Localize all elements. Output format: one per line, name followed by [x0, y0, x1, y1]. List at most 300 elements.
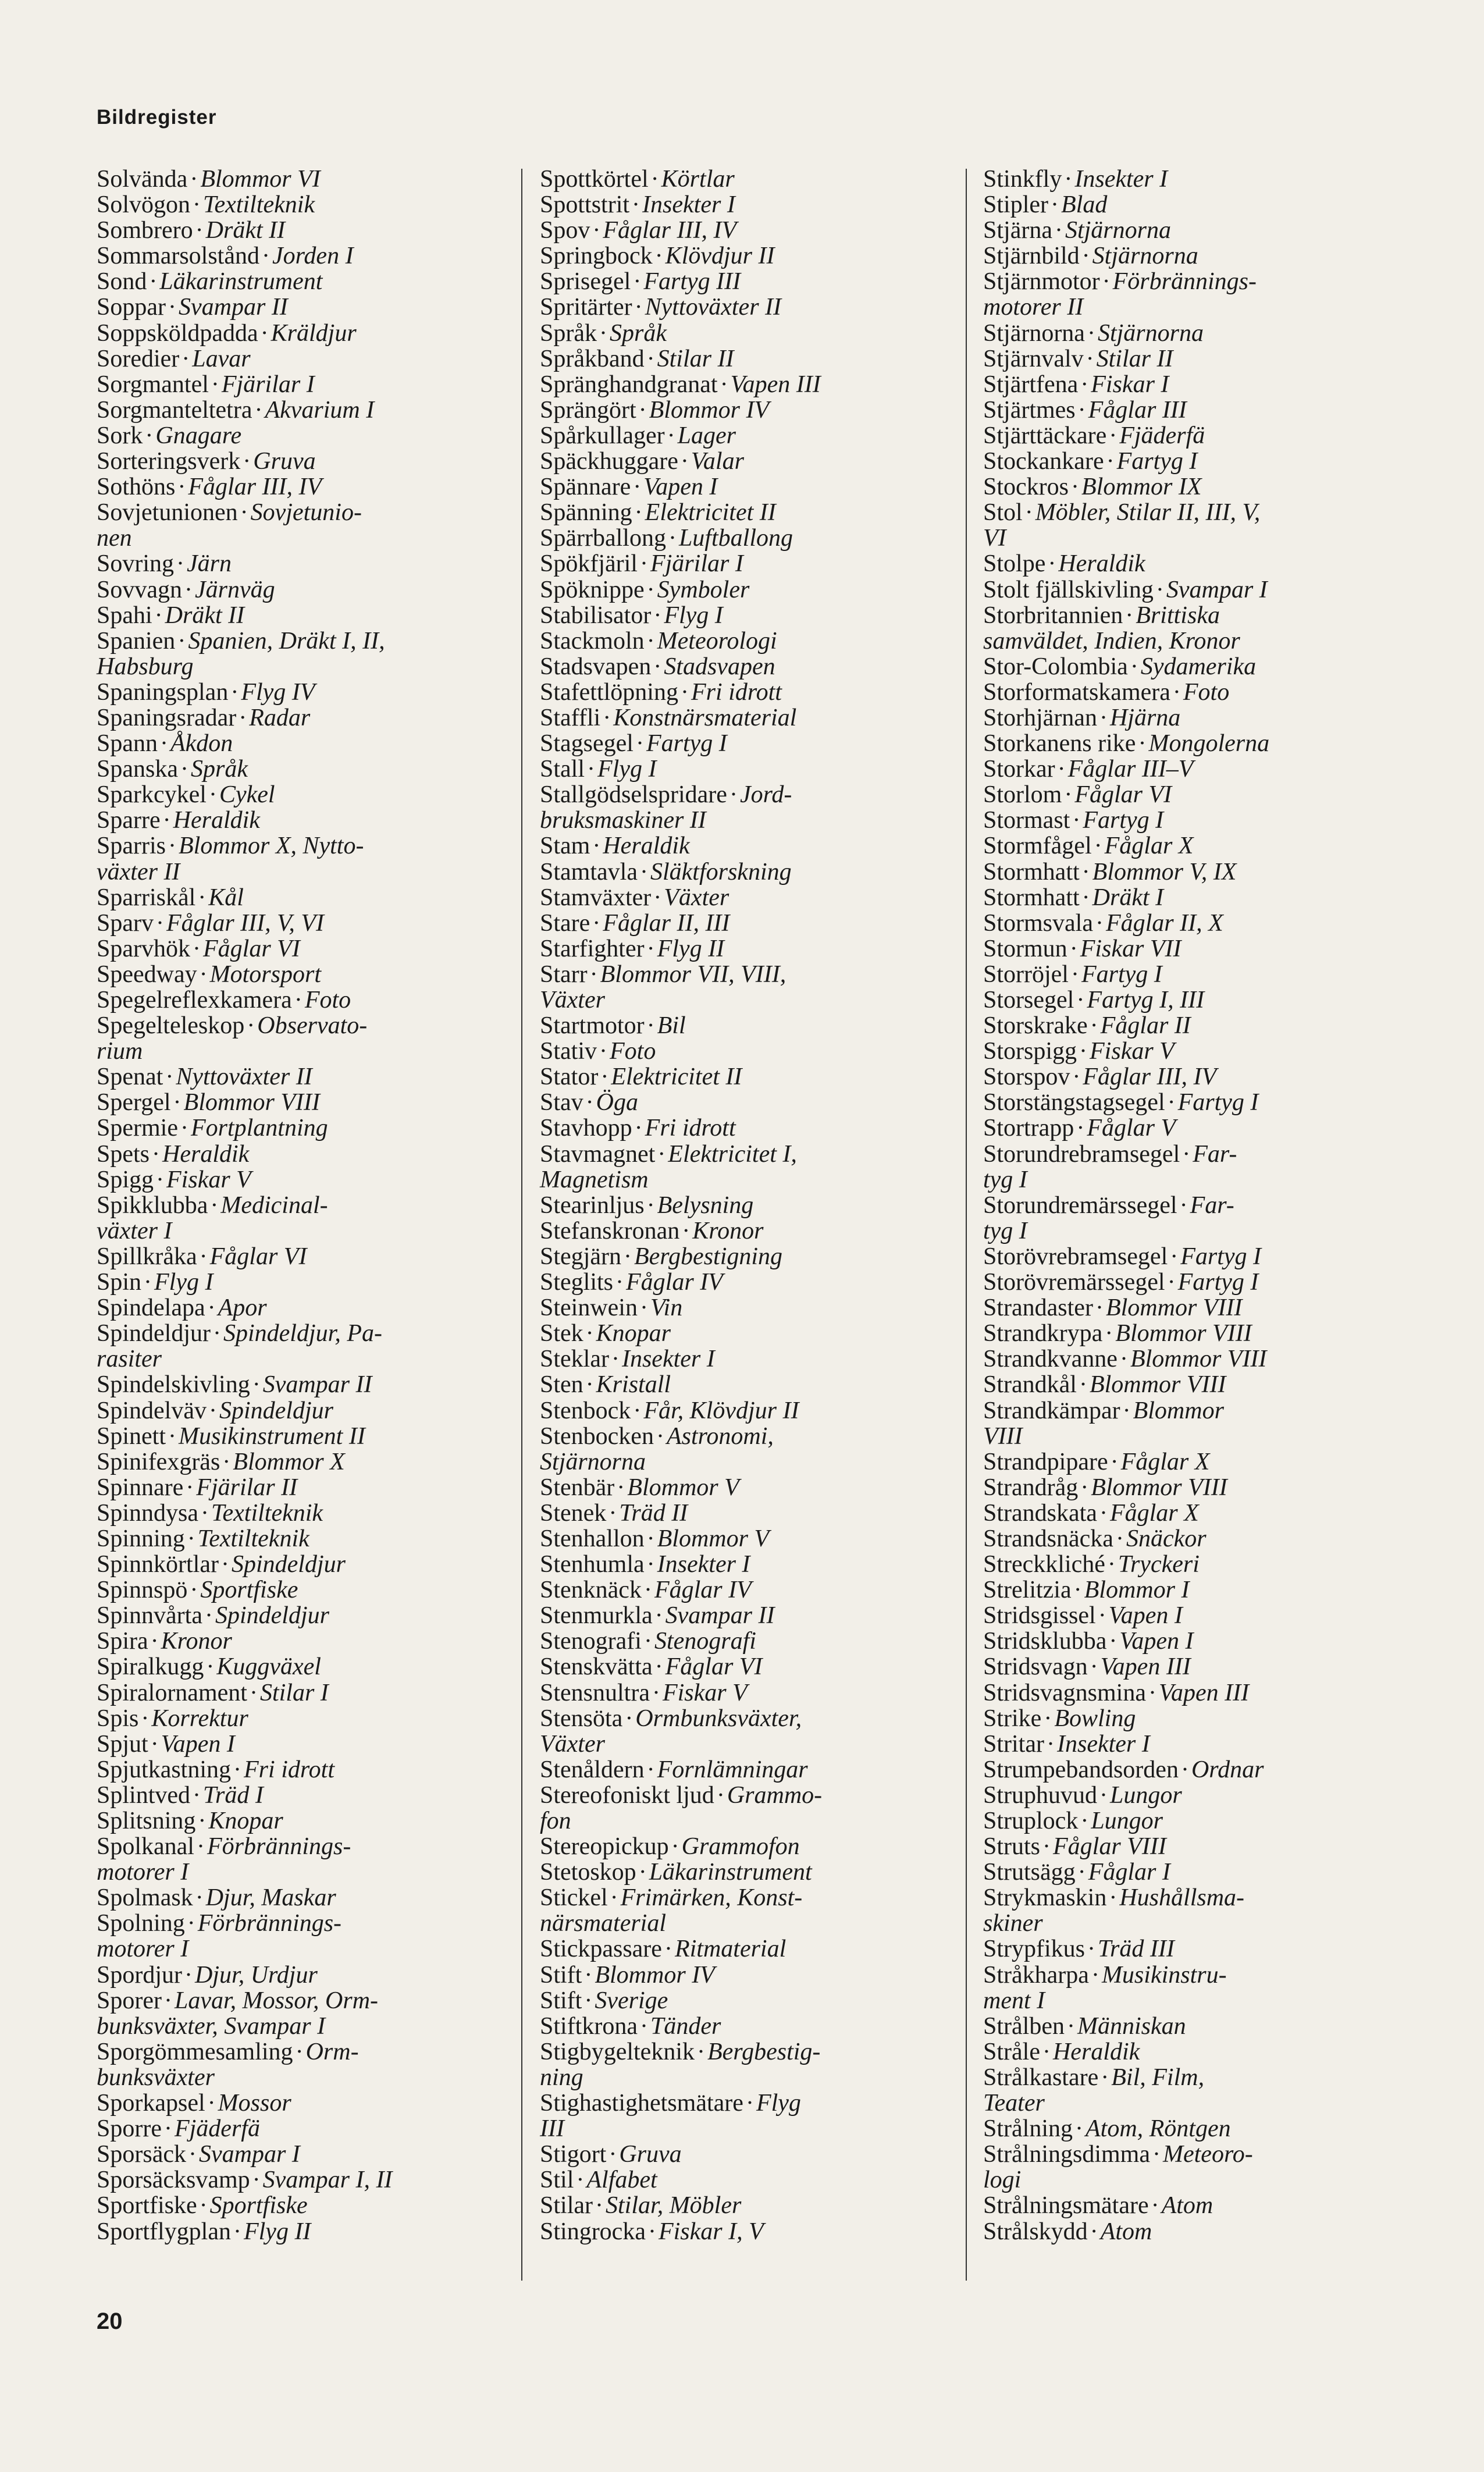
index-entry-continuation [540, 1731, 947, 1757]
entry-category: Vapen III [730, 371, 821, 398]
index-entry [983, 987, 1402, 1013]
entry-category: Får, Klövdjur II [643, 1397, 799, 1424]
entry-category: Apor [218, 1294, 267, 1322]
entry-term: Spanien [97, 627, 176, 655]
separator-dot: · [1024, 499, 1033, 527]
entry-category: Spindeldjur [219, 1397, 333, 1424]
entry-category: Blommor VII, VIII, [600, 961, 787, 988]
entry-term: Spegelteleskop [97, 1012, 245, 1040]
entry-term: Strutsägg [983, 1859, 1076, 1886]
entry-term: Stavmagnet [540, 1140, 656, 1168]
index-entry [983, 1115, 1402, 1141]
separator-dot: · [1110, 1448, 1119, 1475]
separator-dot: · [254, 396, 263, 424]
entry-term: Spindeldjur [97, 1320, 211, 1347]
index-entry-continuation [983, 628, 1402, 654]
entry-category: motorer I [97, 1859, 189, 1886]
entry-category: Blommor VIII [1089, 1371, 1226, 1399]
entry-category: Dräkt I [1092, 884, 1164, 911]
entry-category: Fartyg I [646, 730, 727, 757]
index-entry [983, 1603, 1402, 1628]
entry-category: Fortplantning [190, 1115, 328, 1142]
entry-term: Soredier [97, 345, 180, 372]
separator-dot: · [639, 550, 648, 578]
index-entry [540, 1962, 947, 1988]
separator-dot: · [1046, 1730, 1055, 1758]
entry-term: Stensöta [540, 1705, 623, 1732]
entry-category: Jorden I [272, 243, 354, 270]
entry-term: Stallgödselspridare [540, 781, 727, 809]
separator-dot: · [1115, 1525, 1124, 1552]
entry-term: Stigbygelteknik [540, 2038, 695, 2065]
separator-dot: · [1101, 2064, 1109, 2091]
entry-term: Stigort [540, 2141, 607, 2168]
entry-term: Spinnspö [97, 1577, 188, 1604]
entry-term: Stockros [983, 474, 1069, 501]
entry-category: Flyg [756, 2090, 801, 2117]
separator-dot: · [195, 1884, 204, 1912]
separator-dot: · [1167, 1089, 1176, 1116]
separator-dot: · [1077, 396, 1086, 424]
entry-category: fon [540, 1808, 571, 1834]
entry-category: Fåglar X [1120, 1448, 1210, 1475]
separator-dot: · [1070, 961, 1079, 988]
separator-dot: · [716, 1781, 725, 1809]
index-entry [540, 1013, 947, 1038]
index-entry-continuation [983, 1911, 1402, 1936]
separator-dot: · [1090, 2218, 1098, 2245]
entry-category: Akvarium I [265, 396, 375, 424]
entry-category: Blommor VIII [183, 1089, 320, 1116]
entry-term: Stolt fjällskivling [983, 576, 1154, 603]
entry-term: Sporgömmesamling [97, 2038, 293, 2065]
entry-category: Människan [1077, 2012, 1186, 2040]
entry-category: Radar [249, 704, 311, 731]
entry-category: nen [97, 525, 132, 552]
index-entry [540, 885, 947, 910]
index-entry [540, 243, 947, 269]
separator-dot: · [249, 1679, 258, 1706]
separator-dot: · [295, 2038, 304, 2065]
index-entry [97, 218, 504, 243]
separator-dot: · [584, 1961, 593, 1989]
entry-category: Kräldjur [271, 319, 357, 347]
separator-dot: · [611, 1346, 620, 1373]
separator-dot: · [587, 756, 596, 783]
entry-category: Spindeldjur [215, 1602, 329, 1630]
entry-term: Stare [540, 909, 590, 937]
index-entry [983, 1706, 1402, 1731]
separator-dot: · [623, 1243, 632, 1270]
entry-category: Fornlämningar [657, 1756, 808, 1783]
separator-dot: · [1090, 1012, 1098, 1040]
entry-term: Stek [540, 1320, 583, 1347]
entry-category: Vapen I [643, 474, 718, 501]
entry-term: Steinwein [540, 1294, 638, 1322]
index-entry [97, 1603, 504, 1628]
entry-category: Luftballong [678, 525, 793, 552]
entry-category: rium [97, 1038, 143, 1065]
entry-term: Speedway [97, 961, 197, 988]
entry-term: Stjärtfena [983, 371, 1079, 398]
index-entry [540, 1757, 947, 1783]
entry-term: Sond [97, 268, 147, 296]
entry-category: tyg I [983, 1217, 1027, 1244]
entry-term: Spolkanal [97, 1833, 194, 1861]
entry-term: Stadsvapen [540, 653, 652, 680]
separator-dot: · [247, 1012, 255, 1040]
entry-term: Stativ [540, 1038, 597, 1065]
entry-term: Spjutkastning [97, 1756, 232, 1783]
index-entry [983, 885, 1402, 910]
entry-term: Stabilisator [540, 602, 652, 629]
index-entry-continuation [540, 1167, 947, 1193]
entry-term: Strandkämpar [983, 1397, 1120, 1424]
entry-category: Meteoro- [1163, 2141, 1253, 2168]
separator-dot: · [608, 1499, 617, 1527]
index-entry [97, 1269, 504, 1295]
separator-dot: · [1095, 909, 1104, 937]
entry-term: Sporer [97, 1987, 162, 2014]
entry-category: Stilar II [657, 345, 734, 372]
entry-category: Fartyg I [1177, 1269, 1259, 1296]
index-entry-continuation [97, 1346, 504, 1372]
entry-category: närsmaterial [540, 1910, 667, 1937]
entry-category: Läkarinstrument [649, 1859, 812, 1886]
entry-category: Bergbestigning [634, 1243, 783, 1270]
entry-category: III [540, 2115, 564, 2143]
entry-term: Sork [97, 422, 143, 449]
separator-dot: · [592, 217, 601, 244]
entry-category: Stjärnorna [1092, 243, 1198, 270]
separator-dot: · [599, 319, 607, 347]
index-entry [97, 1424, 504, 1449]
entry-category: Djur, Urdjur [195, 1961, 318, 1989]
entry-category: Fåglar III, IV [1083, 1064, 1217, 1091]
separator-dot: · [625, 1705, 634, 1732]
separator-dot: · [207, 1294, 216, 1322]
index-entry-continuation [983, 2167, 1402, 2193]
entry-category: Kristall [596, 1371, 671, 1399]
index-entry-continuation [983, 1218, 1402, 1244]
entry-category: Fåglar VI [209, 1243, 307, 1270]
entry-category: Magnetism [540, 1166, 649, 1193]
entry-category: Svampar II [665, 1602, 775, 1630]
entry-category: Foto [304, 987, 351, 1013]
index-entry [540, 1193, 947, 1218]
index-entry [97, 500, 504, 525]
index-entry-continuation [983, 1167, 1402, 1193]
index-entry [540, 859, 947, 885]
separator-dot: · [1080, 1474, 1089, 1501]
entry-term: Strålkastare [983, 2064, 1099, 2091]
entry-term: Stegjärn [540, 1243, 621, 1270]
entry-category: Orm- [305, 2038, 359, 2065]
entry-category: Flyg IV [241, 678, 315, 706]
separator-dot: · [1073, 1577, 1082, 1604]
entry-category: Lager [677, 422, 736, 449]
entry-category: Öga [596, 1089, 639, 1116]
index-entry [983, 372, 1402, 397]
separator-dot: · [585, 1371, 594, 1399]
index-entry [983, 1449, 1402, 1475]
separator-dot: · [654, 243, 663, 270]
entry-category: Textilteknik [197, 1525, 309, 1552]
separator-dot: · [204, 1602, 213, 1630]
index-entry [983, 1526, 1402, 1552]
index-entry [983, 654, 1402, 680]
index-entry-continuation [983, 2090, 1402, 2116]
entry-term: Sorgmanteltetra [97, 396, 252, 424]
separator-dot: · [1076, 987, 1085, 1013]
entry-category: växter II [97, 858, 180, 885]
separator-dot: · [1048, 550, 1056, 578]
entry-category: Blommor [1133, 1397, 1224, 1424]
separator-dot: · [252, 1371, 261, 1399]
entry-term: Spira [97, 1628, 148, 1655]
entry-category: Svampar II [179, 294, 288, 321]
entry-term: Stenåldern [540, 1756, 645, 1783]
entry-category: Belysning [657, 1191, 754, 1219]
index-entry [983, 1295, 1402, 1321]
index-entry [540, 910, 947, 936]
separator-dot: · [639, 1294, 648, 1322]
entry-term: Stilar [540, 2192, 593, 2220]
entry-term: Spindelapa [97, 1294, 205, 1322]
entry-term: Spis [97, 1705, 139, 1732]
index-entry [540, 2219, 947, 2245]
entry-category: Hjärna [1109, 704, 1181, 731]
entry-category: Vapen I [161, 1730, 235, 1758]
separator-dot: · [1119, 1346, 1128, 1373]
index-entry [540, 346, 947, 372]
entry-term: Sporkapsel [97, 2090, 205, 2117]
entry-category: Tänder [650, 2012, 721, 2040]
separator-dot: · [184, 576, 193, 603]
index-entry [983, 1372, 1402, 1397]
entry-term: Stjärna [983, 217, 1052, 244]
entry-category: Astronomi, [666, 1422, 774, 1450]
entry-term: Stav [540, 1089, 583, 1116]
separator-dot: · [634, 294, 643, 321]
entry-category: Stjärnorna [1065, 217, 1171, 244]
separator-dot: · [595, 2192, 603, 2220]
entry-term: Stamväxter [540, 884, 652, 911]
separator-dot: · [635, 730, 644, 757]
entry-category: Lavar, Mossor, Orm- [174, 1987, 379, 2014]
index-entry [983, 1783, 1402, 1808]
separator-dot: · [173, 1089, 182, 1116]
index-entry [540, 1269, 947, 1295]
separator-dot: · [233, 2218, 241, 2245]
index-entry [97, 269, 504, 294]
separator-dot: · [1152, 2141, 1161, 2168]
index-entry [983, 1141, 1402, 1167]
entry-category: Ormbunksväxter, [635, 1705, 802, 1732]
entry-category: Stilar II [1096, 345, 1173, 372]
index-entry [540, 294, 947, 320]
index-entry [97, 449, 504, 474]
entry-category: Gruva [619, 2141, 682, 2168]
entry-term: Sorteringsverk [97, 448, 241, 475]
entry-term: Steklar [540, 1346, 609, 1373]
entry-category: Musikinstrument II [179, 1422, 365, 1450]
entry-category: Fåglar V [1087, 1115, 1176, 1142]
entry-term: Storskrake [983, 1012, 1088, 1040]
index-entry [97, 680, 504, 705]
index-entry [983, 705, 1402, 731]
separator-dot: · [1081, 884, 1090, 911]
index-entry [983, 859, 1402, 885]
entry-term: Sothöns [97, 474, 176, 501]
separator-dot: · [168, 1422, 177, 1450]
separator-dot: · [1044, 1705, 1052, 1732]
entry-term: Springbock [540, 243, 653, 270]
separator-dot: · [729, 781, 738, 809]
index-entry [97, 1167, 504, 1193]
entry-term: Stenbär [540, 1474, 615, 1501]
index-entry [540, 654, 947, 680]
separator-dot: · [1086, 345, 1094, 372]
separator-dot: · [211, 371, 219, 398]
entry-category: motorer I [97, 1936, 189, 1963]
separator-dot: · [190, 166, 198, 193]
entry-category: Sovjetunio- [250, 499, 362, 527]
separator-dot: · [656, 1422, 664, 1450]
index-entry [983, 243, 1402, 269]
entry-category: Vapen III [1159, 1679, 1250, 1706]
entry-term: Spinning [97, 1525, 185, 1552]
index-entry-continuation [540, 1449, 947, 1475]
separator-dot: · [1076, 1115, 1085, 1142]
entry-term: Spänning [540, 499, 632, 527]
index-entry [983, 731, 1402, 756]
index-entry [540, 705, 947, 731]
entry-category: Fåglar VI [203, 935, 300, 962]
entry-category: Bowling [1054, 1705, 1136, 1732]
separator-dot: · [187, 1910, 195, 1937]
separator-dot: · [1080, 371, 1089, 398]
separator-dot: · [1080, 1808, 1089, 1834]
separator-dot: · [1072, 807, 1081, 834]
separator-dot: · [646, 627, 655, 655]
entry-term: Stil [540, 2167, 574, 2194]
entry-category: Flyg I [664, 602, 723, 629]
separator-dot: · [643, 1577, 652, 1604]
separator-dot: · [603, 704, 611, 731]
entry-term: Stingrocka [540, 2218, 646, 2245]
entry-category: Mongolerna [1148, 730, 1270, 757]
index-entry [983, 2219, 1402, 2245]
entry-term: Stensnultra [540, 1679, 650, 1706]
entry-category: Blommor IX [1081, 474, 1202, 501]
index-entry [97, 577, 504, 603]
entry-term: Spaningsplan [97, 678, 229, 706]
index-entry [97, 1834, 504, 1859]
entry-term: Sprisegel [540, 268, 631, 296]
entry-term: Stavhopp [540, 1115, 632, 1142]
entry-category: Fri idrott [691, 678, 782, 706]
index-entry [540, 1988, 947, 2014]
separator-dot: · [646, 1525, 655, 1552]
entry-term: Spigg [97, 1166, 154, 1193]
entry-category: Förbrännings- [1112, 268, 1257, 296]
index-entry-continuation [540, 2116, 947, 2142]
separator-dot: · [1155, 576, 1164, 603]
index-entry [97, 782, 504, 808]
separator-dot: · [1109, 422, 1118, 449]
entry-category: Heraldik [173, 807, 260, 834]
index-entry [97, 1706, 504, 1731]
entry-term: Stam [540, 833, 590, 860]
separator-dot: · [1081, 243, 1090, 270]
separator-dot: · [1095, 1294, 1104, 1322]
entry-category: Träd II [619, 1499, 688, 1527]
index-entry [97, 1680, 504, 1706]
entry-term: Stormsvala [983, 909, 1093, 937]
entry-category: Foto [610, 1038, 656, 1065]
entry-term: Stjärnorna [983, 319, 1085, 347]
entry-category: Åkdon [170, 730, 233, 757]
index-entry [983, 423, 1402, 449]
index-entry [97, 2142, 504, 2167]
entry-term: Storövrebramsegel [983, 1243, 1168, 1270]
index-entry [540, 218, 947, 243]
entry-category: Fåglar IV [626, 1269, 723, 1296]
entry-term: Strålskydd [983, 2218, 1088, 2245]
index-entry [540, 833, 947, 859]
index-entry-continuation [983, 1988, 1402, 2014]
index-entry [983, 1628, 1402, 1654]
index-entry [540, 397, 947, 423]
entry-term: Spanska [97, 756, 178, 783]
entry-term: Spillkråka [97, 1243, 197, 1270]
index-entry [97, 936, 504, 962]
separator-dot: · [1125, 602, 1134, 629]
separator-dot: · [646, 1756, 655, 1783]
entry-category: Musikinstru- [1101, 1961, 1227, 1989]
entry-category: Fåglar III, V, VI [166, 909, 325, 937]
entry-category: Blad [1061, 191, 1108, 219]
entry-category: rasiter [97, 1346, 162, 1373]
entry-category: Fåglar X [1104, 833, 1194, 860]
entry-category: Fåglar IV [654, 1577, 752, 1604]
entry-category: Blommor VIII [1115, 1320, 1252, 1347]
entry-term: Stenhallon [540, 1525, 645, 1552]
entry-category: Atom [1161, 2192, 1213, 2220]
index-entry [983, 346, 1402, 372]
index-entry [983, 2193, 1402, 2218]
index-entry [983, 1193, 1402, 1218]
index-entry [97, 1321, 504, 1346]
separator-dot: · [240, 499, 248, 527]
separator-dot: · [154, 602, 163, 629]
index-entry [540, 1115, 947, 1141]
entry-term: Stetoskop [540, 1859, 636, 1886]
separator-dot: · [156, 1166, 165, 1193]
entry-term: Steglits [540, 1269, 614, 1296]
entry-term: Strandkål [983, 1371, 1077, 1399]
entry-category: Fiskar V [166, 1166, 251, 1193]
index-entry [97, 192, 504, 218]
entry-term: Spinndysa [97, 1499, 199, 1527]
entry-category: Insekter I [657, 1551, 750, 1578]
index-entry [540, 1141, 947, 1167]
entry-term: Sportfiske [97, 2192, 197, 2220]
entry-category: Stjärnorna [540, 1448, 646, 1475]
entry-category: Spindeldjur [231, 1551, 346, 1578]
entry-term: Spov [540, 217, 590, 244]
